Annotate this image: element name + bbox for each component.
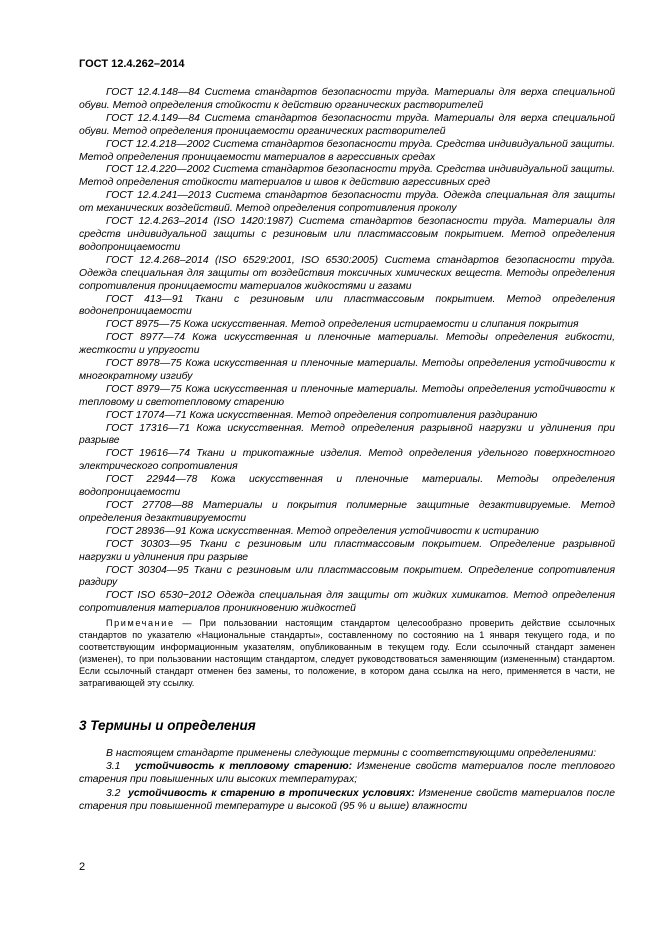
reference-item: ГОСТ 413—91 Ткани с резиновым или пластмассовым покрытием. Метод определения водонепроницаемости <box>79 293 615 318</box>
note-paragraph <box>79 618 615 689</box>
section-title: 3 Термины и определения <box>79 718 256 733</box>
reference-item: ГОСТ 17316—71 Кожа искусственная. Метод определения разрывной нагрузки и удлинения при разрыве <box>79 422 615 447</box>
reference-item: ГОСТ 19616—74 Ткани и трикотажные изделия. Метод определения удельного поверхностного электрического сопротивления <box>79 448 615 473</box>
note-text: — При пользовании настоящим стандартом целесообразно проверить действие ссылочных стандартов по указателю «Национальные стандарты», составленному по состоянию на 1 января текущего года, и по соответствующим информационным указателям, опубликованным в текущем году. Если ссылочный стандарт заменен (изменен), то при пользовании настоящим стандартом, следует руководствоваться заменяющим (измененным) стандартом. Если ссылочный стандарт отменен без замены, то положение, в котором дана ссылка на него, применяется в части, не затрагивающей эту ссылку. <box>79 618 615 688</box>
reference-item: ГОСТ 27708—88 Материалы и покрытия полимерные защитные дезактивируемые. Метод определения дезактивируемости <box>79 500 615 524</box>
reference-item: ГОСТ 12.4.263–2014 (ISO 1420:1987) Система стандартов безопасности труда. Материалы для средств индивидуальной защиты с резиновым или пластмассовым покрытием. Метод определения водопроницаемости <box>79 216 615 253</box>
reference-item: ГОСТ 8977—74 Кожа искусственная и пленочные материалы. Методы определения гибкости, жесткости и упругости <box>79 332 615 357</box>
note-label: Примечание <box>106 618 175 629</box>
term-name: устойчивость к тепловому старению: <box>135 761 353 773</box>
term-number: 3.1 <box>106 761 121 773</box>
term-item <box>79 760 615 786</box>
section-terms <box>79 718 615 813</box>
reference-item: ГОСТ 12.4.218—2002 Система стандартов безопасности труда. Средства индивидуальной защиты. Метод определения проницаемости материалов в агрессивных средах <box>79 138 615 163</box>
normative-references <box>79 87 615 690</box>
reference-item: ГОСТ 12.4.268–2014 (ISO 6529:2001, ISO 6530:2005) Система стандартов безопасности труда. Одежда специальная для защиты от воздействия токсичных химических веществ. Методы определения сопротивления проницаемости материалов жидкостями и газами <box>79 254 615 292</box>
term-name: устойчивость к старению в тропических условиях: <box>128 787 415 799</box>
reference-item: ГОСТ 17074—71 Кожа искусственная. Метод определения сопротивления раздиранию <box>106 409 538 421</box>
reference-item: ГОСТ 8979—75 Кожа искусственная и пленочные материалы. Методы определения устойчивости к тепловому и светотепловому старению <box>79 383 615 408</box>
document-header: ГОСТ 12.4.262–2014 <box>79 58 185 70</box>
reference-item: ГОСТ 12.4.241—2013 Система стандартов безопасности труда. Одежда специальная для защиты от механических воздействий. Метод определения сопротивления проколу <box>79 190 615 215</box>
term-definition: Изменение свойств материалов после старения при повышенной температуре и высокой (95 % и выше) влажности <box>79 787 615 812</box>
reference-item: ГОСТ 12.4.148—84 Система стандартов безопасности труда. Материалы для верха специальной обуви. Метод определения стойкости к действию органических растворителей <box>79 87 615 111</box>
section-intro: В настоящем стандарте применены следующие термины с соответствующими определениями: <box>106 748 597 759</box>
reference-item: ГОСТ 22944—78 Кожа искусственная и пленочные материалы. Методы определения водопроницаемости <box>79 474 615 499</box>
reference-item: ГОСТ ISO 6530−2012 Одежда специальная для защиты от жидких химикатов. Метод определения сопротивления материалов проникновению жидкостей <box>79 590 615 615</box>
reference-item: ГОСТ 12.4.220—2002 Система стандартов безопасности труда. Средства индивидуальной защиты. Метод определения стойкости материалов и швов к действию агрессивных сред <box>79 164 615 189</box>
term-definition: Изменение свойств материалов после теплового старения при повышенных или высоких температурах; <box>79 761 615 786</box>
page-number: 2 <box>79 861 86 873</box>
reference-item: ГОСТ 30303—95 Ткани с резиновым или пластмассовым покрытием. Определение разрывной нагрузки и удлинения при разрыве <box>79 538 615 563</box>
term-number: 3.2 <box>106 787 121 799</box>
reference-item: ГОСТ 8978—75 Кожа искусственная и пленочные материалы. Методы определения устойчивости к многократному изгибу <box>79 358 615 382</box>
reference-item: ГОСТ 8975—75 Кожа искусственная. Метод определения истираемости и слипания покрытия <box>106 319 579 331</box>
reference-item: ГОСТ 28936—91 Кожа искусственная. Метод определения устойчивости к истиранию <box>106 525 539 537</box>
term-item <box>79 787 615 813</box>
reference-item: ГОСТ 30304—95 Ткани с резиновым или пластмассовым покрытием. Определение сопротивления раздиру <box>79 564 615 589</box>
reference-item: ГОСТ 12.4.149—84 Система стандартов безопасности труда. Материалы для верха специальной обуви. Метод определения проницаемости органических растворителей <box>79 112 615 137</box>
